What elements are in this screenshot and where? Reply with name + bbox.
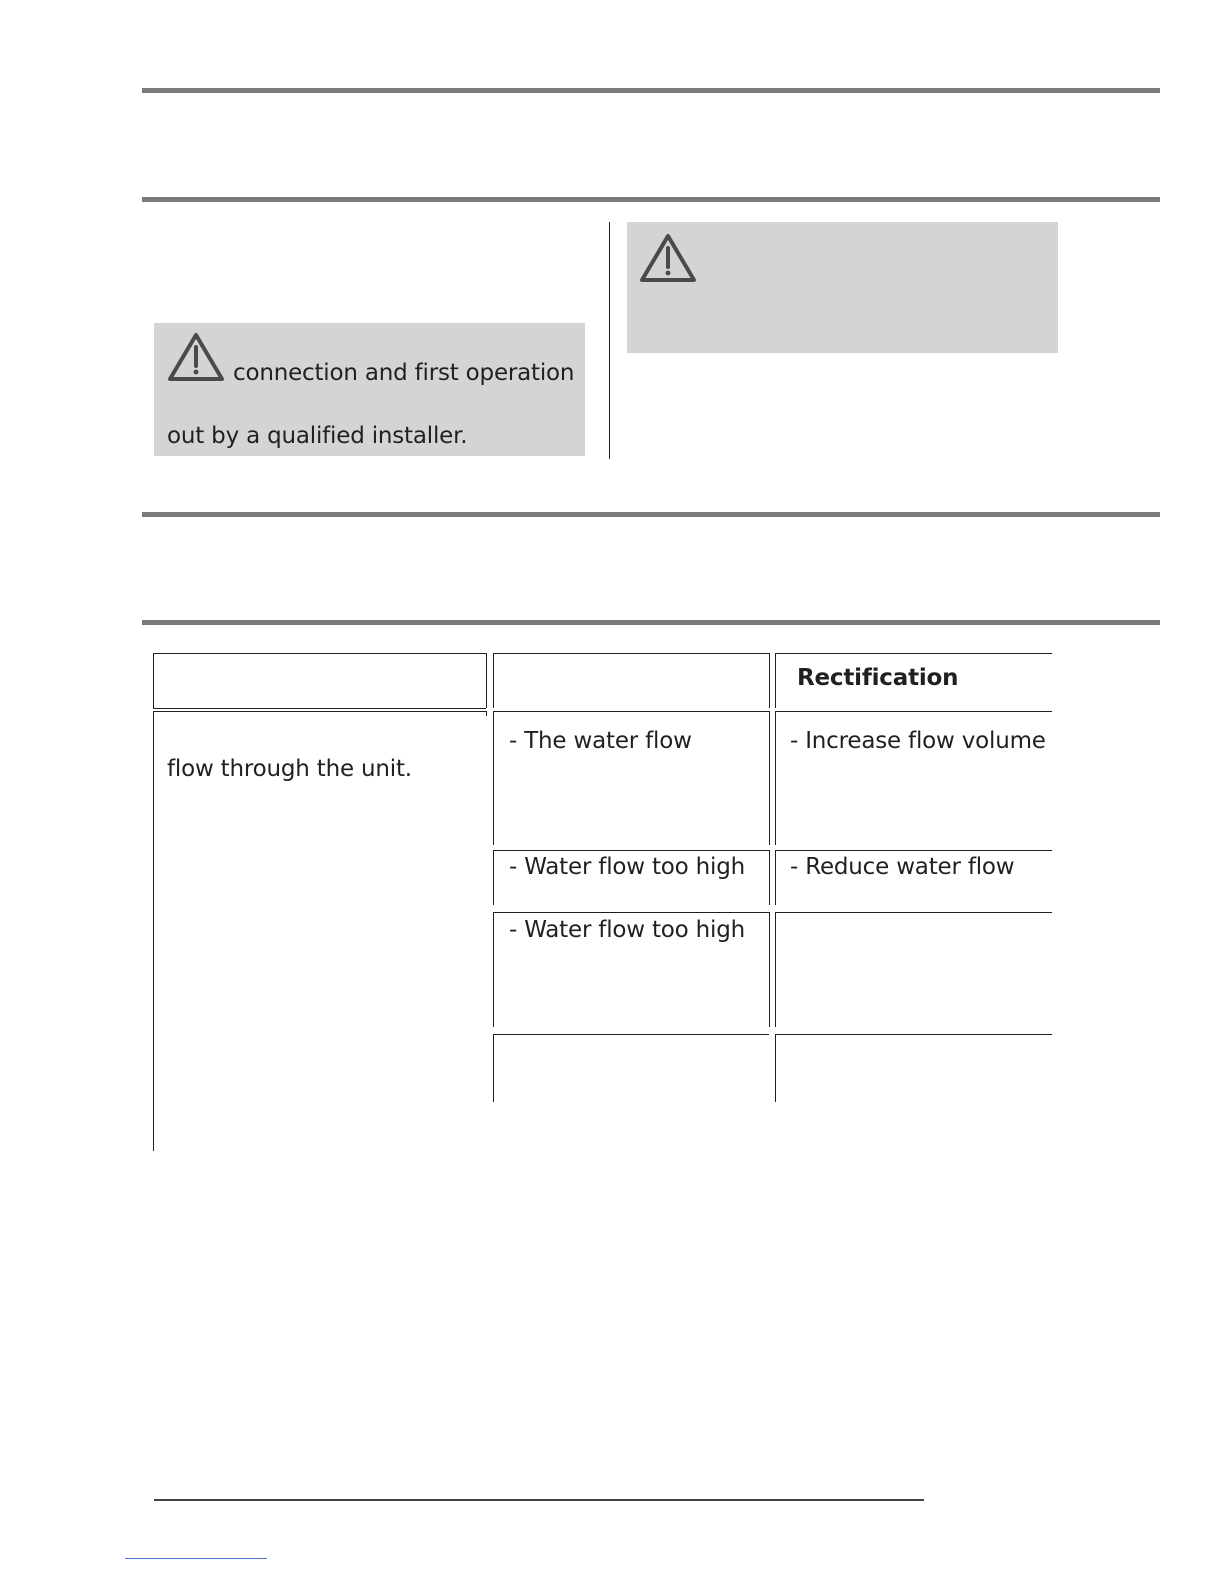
section-rule-lower [142,620,1160,625]
warning-text-line2: out by a qualified installer. [167,423,468,449]
table-border [153,711,486,712]
table-border [769,912,770,1027]
table-border [153,653,486,654]
section-rule-upper [142,197,1160,202]
table-border [769,850,770,905]
table-border [775,653,776,708]
table-border [493,653,494,708]
table-border [769,653,770,708]
table-header-rectification: Rectification [797,665,959,691]
cause-cell: - The water flow [509,728,692,754]
table-border [493,1034,494,1102]
warning-triangle-icon [638,232,698,284]
table-border [775,912,776,1027]
table-border [775,711,776,845]
table-border [775,711,1052,712]
table-border [493,850,769,851]
table-border [486,711,487,716]
warning-triangle-icon [166,331,226,383]
table-border [775,1034,1052,1035]
table-border [769,711,770,845]
table-border [153,711,154,1151]
cause-cell: - Water flow too high [509,917,746,943]
table-border [775,912,1052,913]
section-rule-top [142,88,1160,93]
table-border [775,1034,776,1102]
table-border [775,653,1052,654]
rectification-cell: - Increase flow volume [790,728,1046,754]
table-border [493,850,494,905]
cause-cell: - Water flow too high [509,854,746,880]
table-border [486,653,487,708]
table-border [153,708,486,709]
table-border [493,711,494,845]
table-border [493,912,769,913]
table-border [493,1034,769,1035]
warning-text-line1: connection and first operation [233,360,575,386]
column-divider [609,222,610,459]
footer-link-underline [125,1558,267,1559]
table-border [775,850,776,905]
section-rule-middle [142,512,1160,517]
table-border [775,850,1052,851]
fault-description: flow through the unit. [167,756,412,782]
warning-box-right [627,222,1058,353]
footer-rule [154,1499,924,1501]
table-border [493,912,494,1027]
warning-box-left [154,323,585,456]
rectification-cell: - Reduce water flow [790,854,1015,880]
table-border [493,653,769,654]
table-border [153,653,154,708]
table-border [493,711,769,712]
